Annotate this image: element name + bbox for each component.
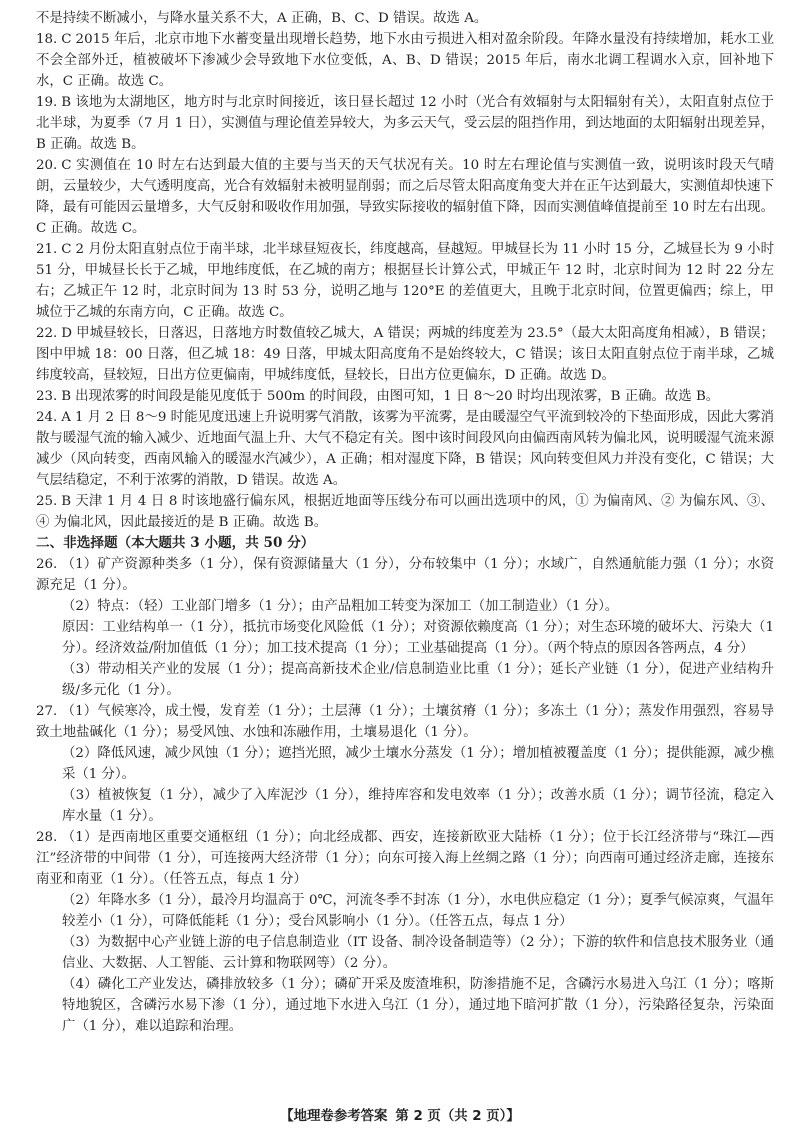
answer-line: （4）磷化工产业发达，磷排放较多（1 分）；磷矿开采及废渣堆积，防渗措施不足，含磷污水易进入乌江（1 分）；喀斯特地貌区，含磷污水易下渗（1 分），通过地下水进入乌江（1 分），通过地下暗河扩散（1 分），污染路径复杂，污染面广（1 分），难以追踪和治理。 — [62, 977, 774, 1034]
answer-letter: B — [61, 389, 72, 404]
explanation-text: 1 月 2 日 8～9 时能见度迅速上升说明雾气消散，该雾为平流雾，是由暖湿空气平流到较冷的下垫面形成，因此大雾消散与暖湿气流的输入减少、近地面气温上升、大气不稳定有关。图中该时间段风向由偏西南风转为偏北风，说明暖湿气流来源减少（风向转变，西南风输入的暖湿水汽减少），A 正确；相对湿度下降，B 错误；风向转变但风力并没有变化，C 错误；大气层结稳定，不利于浓雾的消散，D 错误。故选 A。 — [36, 410, 774, 488]
explanation-text: 天津 1 月 4 日 8 时该地盛行偏东风，根据近地面等压线分布可以画出选项中的风，① 为偏南风、② 为偏东风、③、④ 为偏北风，因此最接近的是 B 正确。故选 B。 — [36, 494, 774, 530]
answer-line: （3）带动相关产业的发展（1 分）；提高高新技术企业/信息制造业比重（1 分）；延长产业链（1 分），促进产业结构升级/多元化（1 分）。 — [62, 662, 774, 698]
explanation-text: 出现浓雾的时间段是能见度低于 500m 的时间段，由图可知，1 日 8～20 时均出现浓雾，B 正确。故选 B。 — [75, 389, 720, 404]
answer-letter: C — [61, 32, 72, 47]
footer-title: 【地理卷参考答案 — [280, 1109, 388, 1124]
choice-answer-item — [36, 407, 774, 491]
explanation-text: 实测值在 10 时左右达到最大值的主要与当天的天气状况有关。10 时左右理论值与实测值一致，说明该时段天气晴朗，云量较少，大气透明度高，光合有效辐射未被明显削弱；而之后尽管太阳高度角变大并在正午达到最大，实测值却快速下降，最有可能因云量增多，大气反射和吸收作用加强，导致实际接收的辐射值下降，因而实测值峰值提前至 10 时左右出现。C 正确。故选 C。 — [36, 158, 774, 236]
answer-line: （1）矿产资源种类多（1 分），保有资源储量大（1 分），分布较集中（1 分）；水域广，自然通航能力强（1 分）；水资源充足（1 分）。 — [36, 557, 774, 593]
question-number: 21. — [36, 242, 58, 257]
question-number: 26. — [36, 557, 58, 572]
answer-line: （3）植被恢复（1 分），减少了入库泥沙（1 分），维持库容和发电效率（1 分）；改善水质（1 分）；调节径流，稳定入库水量（1 分）。 — [62, 788, 774, 824]
question-27 — [36, 701, 774, 827]
answer-line: 原因：工业结构单一（1 分），抵抗市场变化风险低（1 分）；对资源依赖度高（1 分）；对生态环境的破坏大、污染大（1 分）。经济效益/附加值低（1 分）；加工技术提高（1 分）；工业基础提高（1 分）。（两个特点的原因各答两点，4 分） — [62, 620, 774, 656]
answer-letter: C — [61, 158, 72, 173]
explanation-text: 2 月份太阳直射点位于南半球，北半球昼短夜长，纬度越高，昼越短。甲城昼长为 11 小时 15 分，乙城昼长为 9 小时 51 分，甲城昼长长于乙城，甲地纬度低，在乙城的南方；根据昼长计算公式，甲城正午 12 时，北京时间为 12 时 22 分左右；乙城正午 12 时，北京时间为 13 时 53 分，说明乙地与 120°E 的差值更大，且晚于北京时间，位置更偏西；综上，甲城位于乙城的东南方向，C 正确。故选 C。 — [36, 242, 774, 320]
choice-answer-item — [36, 323, 774, 386]
answer-letter: B — [61, 494, 72, 509]
choice-answer-item — [36, 491, 774, 533]
answer-letter: B — [61, 95, 72, 110]
question-number: 20. — [36, 158, 58, 173]
section-title: 二、非选择题（本大题共 3 小题，共 50 分） — [36, 535, 315, 551]
answer-line: （2）年降水多（1 分），最冷月均温高于 0℃，河流冬季不封冻（1 分），水电供应稳定（1 分）；夏季气候凉爽，气温年较差小（1 分），可降低能耗（1 分）；受台风影响小（1 分）。（任答五点，每点 1 分） — [62, 893, 774, 929]
choice-answer-item — [36, 155, 774, 239]
explanation-text: 甲城昼较长，日落迟，日落地方时数值较乙城大，A 错误；两城的纬度差为 23.5°（最大太阳高度角相减），B 错误；图中甲城 18：00 日落，但乙城 18：49 日落，甲城太阳高度角不是始终较大，C 错误；该日太阳直射点位于南半球，乙城纬度较高，昼较短，日出方位更偏南，甲城纬度低，昼较长，日出方位更偏东，D 正确。故选 D。 — [36, 326, 774, 383]
question-number: 28. — [36, 830, 58, 845]
question-number: 23. — [36, 389, 58, 404]
question-26 — [36, 554, 774, 701]
answer-line: （2）特点：（轻）工业部门增多（1 分）；由产品粗加工转变为深加工（加工制造业）（1 分）。 — [62, 599, 619, 614]
answer-line: （3）为数据中心产业链上游的电子信息制造业（IT 设备、制冷设备制造等）（2 分）；下游的软件和信息技术服务业（通信业、大数据、人工智能、云计算和物联网等）（2 分）。 — [62, 935, 774, 971]
choice-answer-item — [36, 386, 774, 407]
choice-answer-item — [36, 29, 774, 92]
continuation-line: 不是持续不断减小，与降水量关系不大，A 正确，B、C、D 错误。故选 A。 — [36, 11, 488, 26]
question-number: 18. — [36, 32, 58, 47]
answer-line: （2）降低风速，减少风蚀（1 分）；遮挡光照，减少土壤水分蒸发（1 分）；增加植被覆盖度（1 分）；提供能源，减少樵采（1 分）。 — [62, 746, 774, 782]
question-number: 25. — [36, 494, 58, 509]
answer-letter: A — [61, 410, 71, 425]
choice-answer-item — [36, 92, 774, 155]
question-number: 22. — [36, 326, 58, 341]
answer-line: （1）是西南地区重要交通枢纽（1 分）；向北经成都、西安，连接新欧亚大陆桥（1 分）；位于长江经济带与“珠江—西江”经济带的中间带（1 分），可连接两大经济带（1 分）；向东可接入海上丝绸之路（1 分）；向西南可通过经济走廊，连接东南亚和南亚（1 分）。（任答五点，每点 1 分） — [36, 830, 774, 887]
question-number: 19. — [36, 95, 58, 110]
question-number: 27. — [36, 704, 58, 719]
explanation-text: 该地为太湖地区，地方时与北京时间接近，该日昼长超过 12 小时（光合有效辐射与太阳辐射有关），太阳直射点位于北半球，为夏季（7 月 1 日），实测值与理论值差异较大，为多云天气，受云层的阻挡作用，到达地面的太阳辐射出现差异，B 正确。故选 B。 — [36, 95, 774, 152]
explanation-text: 2015 年后，北京市地下水蓄变量出现增长趋势，地下水由亏损进入相对盈余阶段。年降水量没有持续增加，耗水工业不会全部外迁，植被破坏下渗减少会导致地下水位变低，A、B、D 错误；2015 年后，南水北调工程调水入京，回补地下水，C 正确。故选 C。 — [36, 32, 774, 89]
choice-answer-item — [36, 239, 774, 323]
footer-page-number: 第 2 页（共 2 页）】 — [395, 1109, 520, 1124]
answer-line: （1）气候寒冷，成土慢，发育差（1 分）；土层薄（1 分）；土壤贫瘠（1 分）；多冻土（1 分）；蒸发作用强烈，容易导致土地盐碱化（1 分）；易受风蚀、水蚀和冻融作用，土壤易退化（1 分）。 — [36, 704, 774, 740]
choice-answer-list — [36, 29, 774, 533]
page-footer — [0, 1105, 800, 1124]
question-number: 24. — [36, 410, 58, 425]
answer-letter: C — [61, 242, 72, 257]
question-28 — [36, 827, 774, 1037]
answer-letter: D — [61, 326, 73, 341]
